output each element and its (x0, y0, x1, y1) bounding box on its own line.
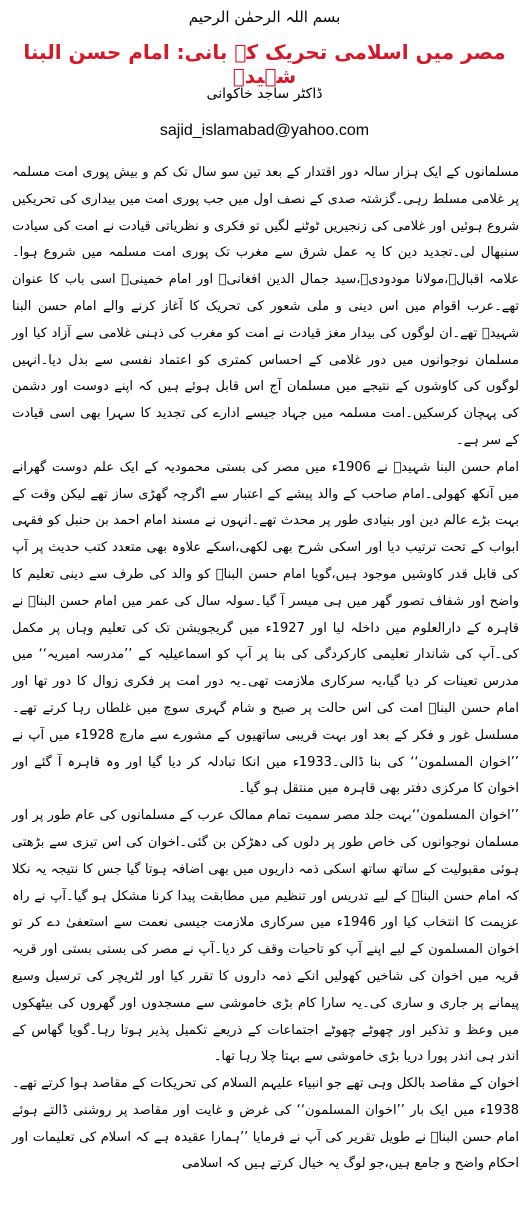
paragraph: ’’اخوان المسلمون‘‘بہت جلد مصر سمیت تمام ممالک عرب کے مسلمانوں کی عام طور پر اور مسلمان نوجوانوں کی خاص طور پر دلوں کی دھڑکن بن گئی۔اخوان کی اس تیزی سے بڑھتی ہوئی مقبولیت کے ساتھ ساتھ اسکی ذمہ داریوں میں بھی اضافہ ہوتا گیا جس کا نتیجہ یہ نکلا کہ امام حسن البناؒ کے لیے تدریس اور تنظیم میں مطابقت پیدا کرنا مشکل ہو گیا۔آپ نے راہ عزیمت کا انتخاب کیا اور 1946ء میں سرکاری ملازمت جیسی نعمت سے استعفیٰ دے کر تو اخوان المسلمون کے لیے اپنے آپ کو تاحیات وقف کر دیا۔آپ نے مصر کی بستی بستی اور قریہ قریہ میں اخوان کی شاخیں کھولیں انکے ذمہ داروں کا تقرر کیا اور لٹریچر کی ترسیل وسیع پیمانے پر جاری و ساری کی۔یہ سارا کام بڑی خاموشی سے مسجدوں اور گھروں کی بیٹھکوں میں وعظ و تذکیر اور چھوٹے چھوٹے اجتماعات کے ذریعے تکمیل پذیر ہوتا رہا۔گویا گھاس کے اندر ہی اندر پورا دریا بڑی خاموشی سے بہتا چلا رہا تھا۔ (12, 808, 520, 1065)
basmala: بسم اللہ الرحمٰن الرحیم (188, 8, 341, 26)
article-body (12, 160, 519, 1178)
paragraph: امام حسن البنا شہیدؒ نے 1906ء میں مصر کی بستی محمودیہ کے ایک علم دوست گھرانے میں آنکھ کھولی۔امام صاحب کے والد پیشے کے اعتبار سے اگرچہ گھڑی ساز تھے لیکن وقت کے بہت بڑے عالم دین اور بنیادی طور پر محدث تھے۔انہوں نے مسند امام احمد بن حنبل کو فقہی ابواب کے تحت ترتیب دیا اور اسکی شرح بھی لکھی،اسکے علاوہ بھی متعدد کتب حدیث پر آپ کی قابل قدر کاوشیں موجود ہیں،گویا امام حسن البناؒ کو والد کی طرف سے دینی تعلیم کا واضح اور شفاف تصور گھر میں ہی میسر آ گیا۔سولہ سال کی عمر میں امام حسن البناؒ نے قاہرہ کے دارالعلوم میں داخلہ لیا اور 1927ء میں گریجویشن تک کی تعلیم وہاں پر مکمل کی۔آپ کی شاندار تعلیمی کارکردگی کی بنا پر آپ کو اسماعیلیہ کے ’’مدرسہ امیریہ‘‘ میں مدرس تعینات کر دیا گیا،یہ سرکاری ملازمت تھی۔یہ دور امت پر فکری زوال کا دور تھا اور امام حسن البناؒ امت کی اس حالت پر صبح و شام گہری سوچ میں غلطاں رہا کرتے تھے۔مسلسل غور و فکر کے بعد اور بہت قریبی ساتھیوں کے مشورے سے مارچ 1928ء میں آپ نے ’’اخوان المسلمون‘‘ کی بنا ڈالی۔1933ء میں انکا تبادلہ کر دیا گیا اور وہ قاہرہ آ گئے اور اخوان کا مرکزی دفتر بھی قاہرہ میں منتقل ہو گیا۔ (12, 459, 520, 797)
paragraph: مسلمانوں کے ایک ہزار سالہ دور اقتدار کے بعد تین سو سال تک کم و بیش پوری امت مسلمہ پر غلامی مسلط رہی۔گزشتہ صدی کے نصف اول میں جب پوری امت میں بیداری کی تحریکیں شروع ہوئیں اور غلامی کی زنجیریں ٹوٹنے لگیں تو فکری و نظریاتی قیادت نے امت کی سیادت سنبھال لی۔تجدید دین کا یہ عمل شرق سے مغرب تک پوری امت مسلمہ میں شروع ہوا۔علامہ اقبالؒ،مولانا مودودیؒ،سید جمال الدین افغانیؒ اور امام خمینیؒ اسی باب کا عنوان تھے۔عرب اقوام میں اس دینی و ملی شعور کی تحریک کا آغاز کرنے والے امام حسن البنا شہیدؒ تھے۔ان لوگوں کی بیدار مغز قیادت نے امت کو مغرب کی ذہنی غلامی سے آزاد کیا اور مسلمان نوجوانوں میں دور غلامی کے احساس کمتری کو اعتماد نفسی سے بدل دیا۔انہیں لوگوں کی کاوشوں کے نتیجے میں مسلمان آج اس قابل ہوئے ہیں کہ اپنے دوست اور دشمن کی پہچان کرسکیں۔امت مسلمہ میں جہاد جیسے ادارے کی تجدید کا سہرا بھی اسی قیادت کے سر ہے۔ (12, 165, 519, 448)
paragraph: اخوان کے مقاصد بالکل وہی تھے جو انبیاء علیہم السلام کی تحریکات کے مقاصد ہوا کرتے تھے۔1938ء میں ایک بار ’’اخوان المسلمون‘‘ کی غرض و غایت اور مقاصد پر روشنی ڈالتے ہوئے امام حسن البناؒ نے طویل تقریر کی آپ نے فرمایا ’’ہمارا عقیدہ ہے کہ اسلام کی تعلیمات اور احکام واضح و جامع ہیں،جو لوگ یہ خیال کرتے ہیں کہ اسلامی (12, 1076, 519, 1172)
author-email[interactable]: sajid_islamabad@yahoo.com (159, 122, 370, 139)
author-name: ڈاکٹر ساجد خاکوانی (206, 86, 323, 102)
article-title: مصر میں اسلامی تحریک کے بانی: امام حسن البنا شہیدؒ (23, 40, 506, 88)
